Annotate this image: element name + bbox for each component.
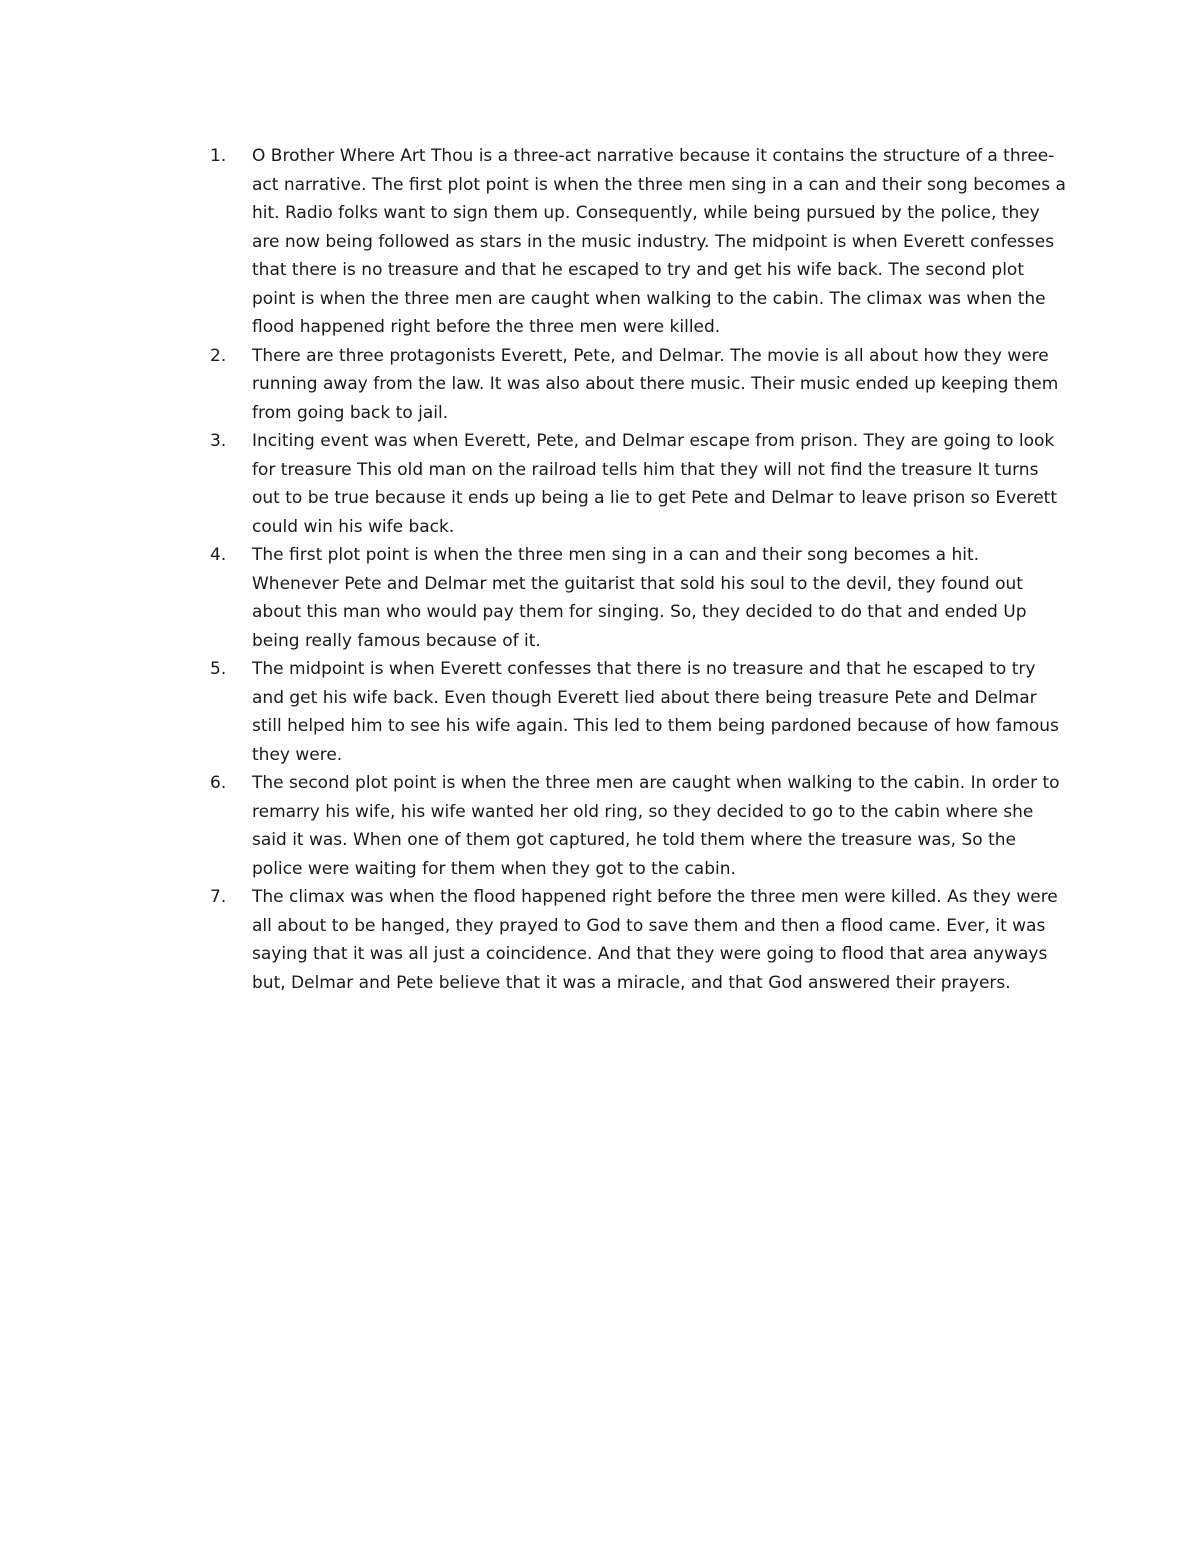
list-item: [210, 883, 1070, 997]
list-item-text: The midpoint is when Everett confesses that there is no treasure and that he escaped to try and get his wife back. Even though Everett lied about there being treasure Pete and Delmar still helped him to see his wife again. This led to them being pardoned because of how famous they were.: [252, 659, 1059, 765]
list-item-number: 5.: [210, 659, 227, 679]
list-item-text: The second plot point is when the three men are caught when walking to the cabin. In order to remarry his wife, his wife wanted her old ring, so they decided to go to the cabin where she said it was. When one of them got captured, he told them where the treasure was, So the police were waiting for them when they got to the cabin.: [252, 773, 1060, 879]
numbered-answer-list: [210, 142, 1070, 997]
list-item-text: The climax was when the flood happened right before the three men were killed. As they were all about to be hanged, they prayed to God to save them and then a flood came. Ever, it was saying that it was all just a coincidence. And that they were going to flood that area anyways but, Delmar and Pete believe that it was a miracle, and that God answered their prayers.: [252, 887, 1058, 993]
list-item-number: 4.: [210, 545, 227, 565]
list-item-number: 7.: [210, 887, 227, 907]
list-item: [210, 655, 1070, 769]
list-item: [210, 142, 1070, 342]
list-item-text: O Brother Where Art Thou is a three-act narrative because it contains the structure of a three-act narrative. The first plot point is when the three men sing in a can and their song becomes a hit. Radio folks want to sign them up. Consequently, while being pursued by the police, they are now being followed as stars in the music industry. The midpoint is when Everett confesses that there is no treasure and that he escaped to try and get his wife back. The second plot point is when the three men are caught when walking to the cabin. The climax was when the flood happened right before the three men were killed.: [252, 146, 1066, 337]
list-item: [210, 541, 1070, 655]
list-item-number: 2.: [210, 345, 227, 366]
list-item-number: 6.: [210, 773, 227, 793]
list-item: [210, 427, 1070, 541]
list-item-text: There are three protagonists Everett, Pete, and Delmar. The movie is all about how they were running away from the law. It was also about there music. Their music ended up keeping them from going back to jail.: [252, 345, 1059, 423]
list-item-number: 1.: [210, 146, 227, 166]
list-item-text: Inciting event was when Everett, Pete, and Delmar escape from prison. They are going to look for treasure This old man on the railroad tells him that they will not find the treasure It turns out to be true because it ends up being a lie to get Pete and Delmar to leave prison so Everett could win his wife back.: [252, 431, 1058, 537]
list-item-text: The first plot point is when the three men sing in a can and their song becomes a hit. Whenever Pete and Delmar met the guitarist that sold his soul to the devil, they found out about this man who would pay them for singing. So, they decided to do that and ended Up being really famous because of it.: [252, 545, 1027, 651]
list-item: [210, 342, 1070, 428]
list-item-number: 3.: [210, 431, 227, 451]
list-item: [210, 769, 1070, 883]
